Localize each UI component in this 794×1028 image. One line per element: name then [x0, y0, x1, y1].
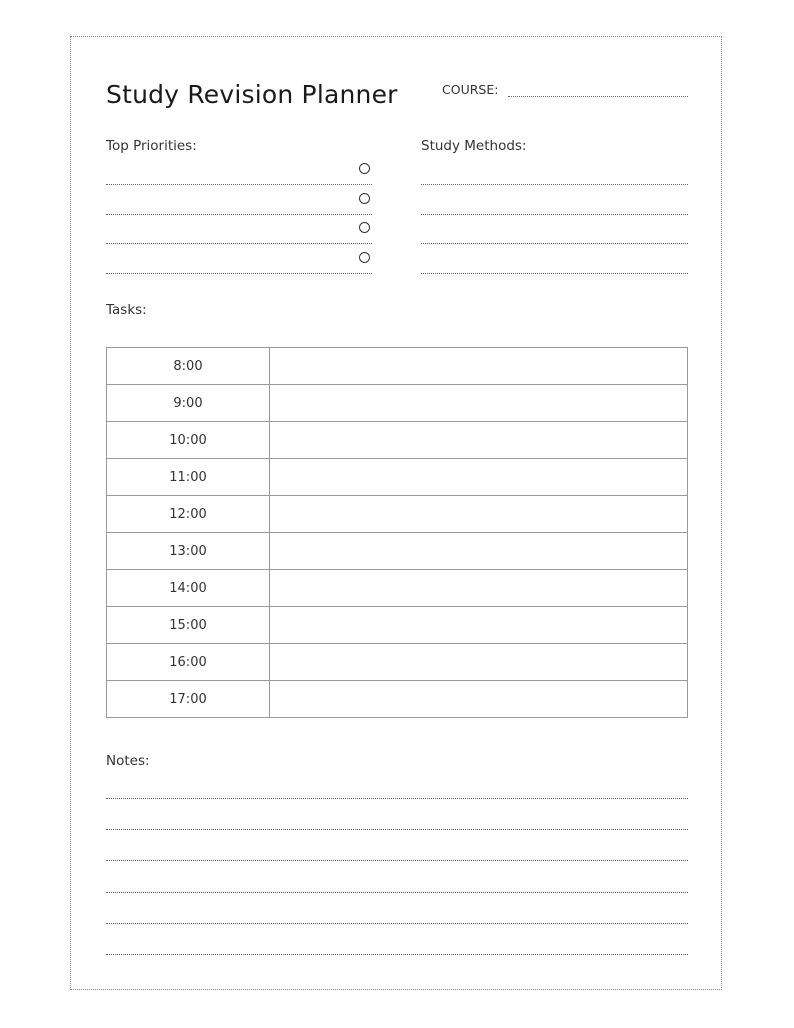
task-row [107, 496, 688, 533]
note-line-2[interactable] [106, 829, 688, 830]
task-row [107, 422, 688, 459]
tasks-label: Tasks: [106, 302, 147, 318]
note-line-5[interactable] [106, 923, 688, 924]
task-entry-cell[interactable] [270, 422, 688, 459]
page-title: Study Revision Planner [106, 80, 398, 109]
priority-checkbox-2[interactable] [359, 193, 370, 204]
task-entry-cell[interactable] [270, 607, 688, 644]
priority-checkbox-4[interactable] [359, 252, 370, 263]
task-row [107, 570, 688, 607]
study-method-line-1[interactable] [421, 184, 688, 185]
task-row [107, 533, 688, 570]
priority-checkbox-3[interactable] [359, 222, 370, 233]
note-line-6[interactable] [106, 954, 688, 955]
priority-line-1[interactable] [106, 184, 372, 185]
task-row [107, 385, 688, 422]
study-method-line-3[interactable] [421, 243, 688, 244]
notes-label: Notes: [106, 753, 150, 769]
task-time: 11:00 [107, 459, 270, 496]
task-row [107, 459, 688, 496]
study-method-line-2[interactable] [421, 214, 688, 215]
task-time: 15:00 [107, 607, 270, 644]
task-entry-cell[interactable] [270, 681, 688, 718]
task-row [107, 607, 688, 644]
task-time: 14:00 [107, 570, 270, 607]
task-row [107, 644, 688, 681]
priority-line-4[interactable] [106, 273, 372, 274]
task-time: 8:00 [107, 348, 270, 385]
priority-line-3[interactable] [106, 243, 372, 244]
task-entry-cell[interactable] [270, 385, 688, 422]
task-entry-cell[interactable] [270, 533, 688, 570]
priority-line-2[interactable] [106, 214, 372, 215]
study-methods-label: Study Methods: [421, 138, 527, 154]
task-time: 9:00 [107, 385, 270, 422]
task-time: 17:00 [107, 681, 270, 718]
tasks-table [106, 347, 688, 718]
study-method-line-4[interactable] [421, 273, 688, 274]
task-entry-cell[interactable] [270, 496, 688, 533]
note-line-3[interactable] [106, 860, 688, 861]
task-time: 12:00 [107, 496, 270, 533]
priority-checkbox-1[interactable] [359, 163, 370, 174]
task-row [107, 348, 688, 385]
task-time: 13:00 [107, 533, 270, 570]
task-row [107, 681, 688, 718]
task-entry-cell[interactable] [270, 644, 688, 681]
task-time: 16:00 [107, 644, 270, 681]
course-label: COURSE: [442, 82, 499, 97]
course-input-line[interactable] [508, 96, 688, 97]
note-line-1[interactable] [106, 798, 688, 799]
task-entry-cell[interactable] [270, 570, 688, 607]
note-line-4[interactable] [106, 892, 688, 893]
top-priorities-label: Top Priorities: [106, 138, 197, 154]
task-entry-cell[interactable] [270, 348, 688, 385]
task-entry-cell[interactable] [270, 459, 688, 496]
task-time: 10:00 [107, 422, 270, 459]
